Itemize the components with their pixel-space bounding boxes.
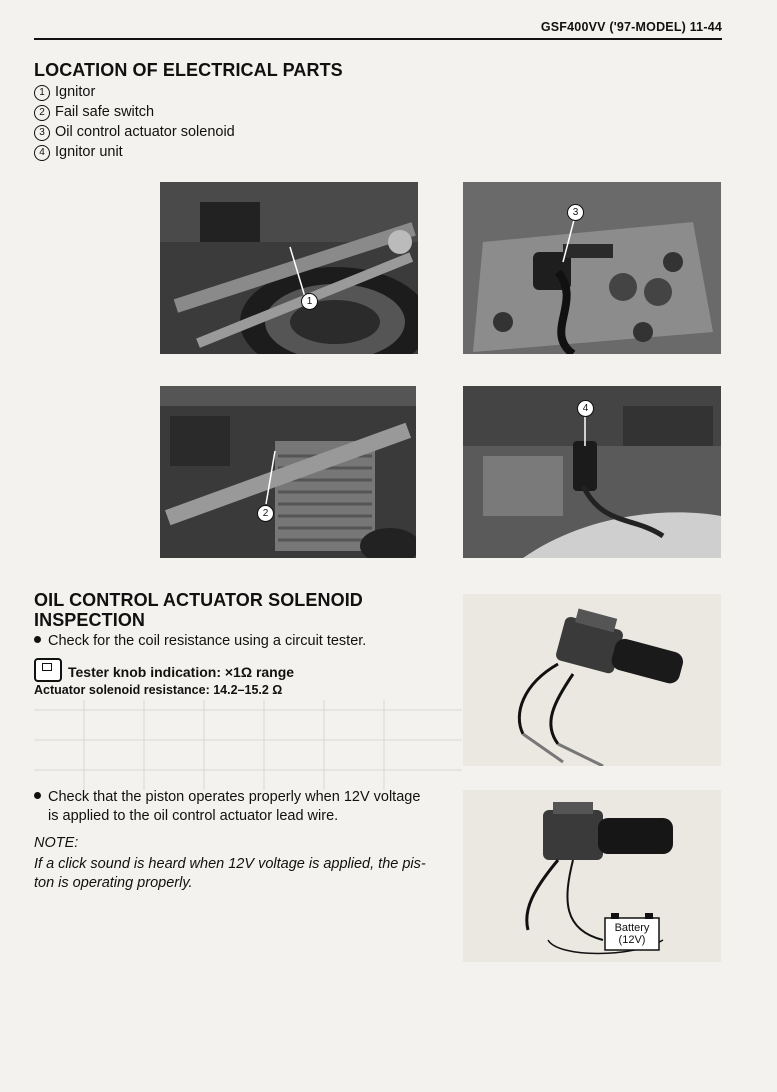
- bullet-text: Check for the coil resistance using a circuit tester.: [48, 633, 367, 649]
- page-header: GSF400VV ('97-MODEL) 11-44: [34, 20, 722, 40]
- ignitor-unit-photo: [463, 386, 721, 558]
- coil-resistance-bullet: [34, 632, 366, 651]
- bullet-dot-icon: [34, 792, 41, 799]
- piston-operation-bullet: [34, 788, 420, 807]
- inspection-title-line2: INSPECTION: [34, 610, 146, 630]
- circled-number: 4: [34, 145, 50, 161]
- inspection-title-line1: OIL CONTROL ACTUATOR SOLENOID: [34, 590, 363, 610]
- callout-4: 4: [577, 400, 594, 417]
- battery-label-line2: (12V): [618, 934, 646, 946]
- list-item: [34, 142, 235, 162]
- part-label: Fail safe switch: [55, 104, 155, 120]
- bullet-text-line2: is applied to the oil control actuator lead wire.: [48, 808, 339, 824]
- solenoid-tester-photo: [463, 594, 721, 766]
- part-label: Ignitor unit: [55, 144, 123, 160]
- note-label: NOTE:: [34, 835, 79, 851]
- location-title: LOCATION OF ELECTRICAL PARTS: [34, 60, 343, 80]
- bullet-dot-icon: [34, 636, 41, 643]
- battery-label-line1: Battery: [614, 922, 650, 934]
- note-text: [34, 855, 444, 893]
- tester-label: Tester knob indication: ×1Ω range: [68, 664, 295, 680]
- part-label: Ignitor: [55, 84, 96, 100]
- list-item: [34, 82, 235, 102]
- solenoid-resistance-spec: Actuator solenoid resistance: 14.2–15.2 Ω: [34, 683, 283, 697]
- solenoid-battery-photo: [463, 790, 721, 962]
- bleed-through-grid: [34, 700, 462, 790]
- note-text-line2: ton is operating properly.: [34, 875, 193, 891]
- circled-number: 3: [34, 125, 50, 141]
- ignitor-photo: [160, 182, 418, 354]
- parts-list: [34, 82, 235, 162]
- fail-safe-switch-photo: [160, 386, 416, 558]
- callout-1: 1: [301, 293, 318, 310]
- bullet-text-line1: Check that the piston operates properly when 12V voltage: [48, 789, 421, 805]
- callout-2: 2: [257, 505, 274, 522]
- solenoid-location-photo: [463, 182, 721, 354]
- note-text-line1: If a click sound is heard when 12V voltage is applied, the pis-: [34, 856, 426, 872]
- list-item: [34, 102, 235, 122]
- circled-number: 1: [34, 85, 50, 101]
- circled-number: 2: [34, 105, 50, 121]
- part-label: Oil control actuator solenoid: [55, 124, 235, 140]
- tester-icon: [34, 658, 62, 682]
- tester-knob-indication: [34, 658, 294, 682]
- callout-3: 3: [567, 204, 584, 221]
- list-item: [34, 122, 235, 142]
- battery-label: [605, 922, 659, 946]
